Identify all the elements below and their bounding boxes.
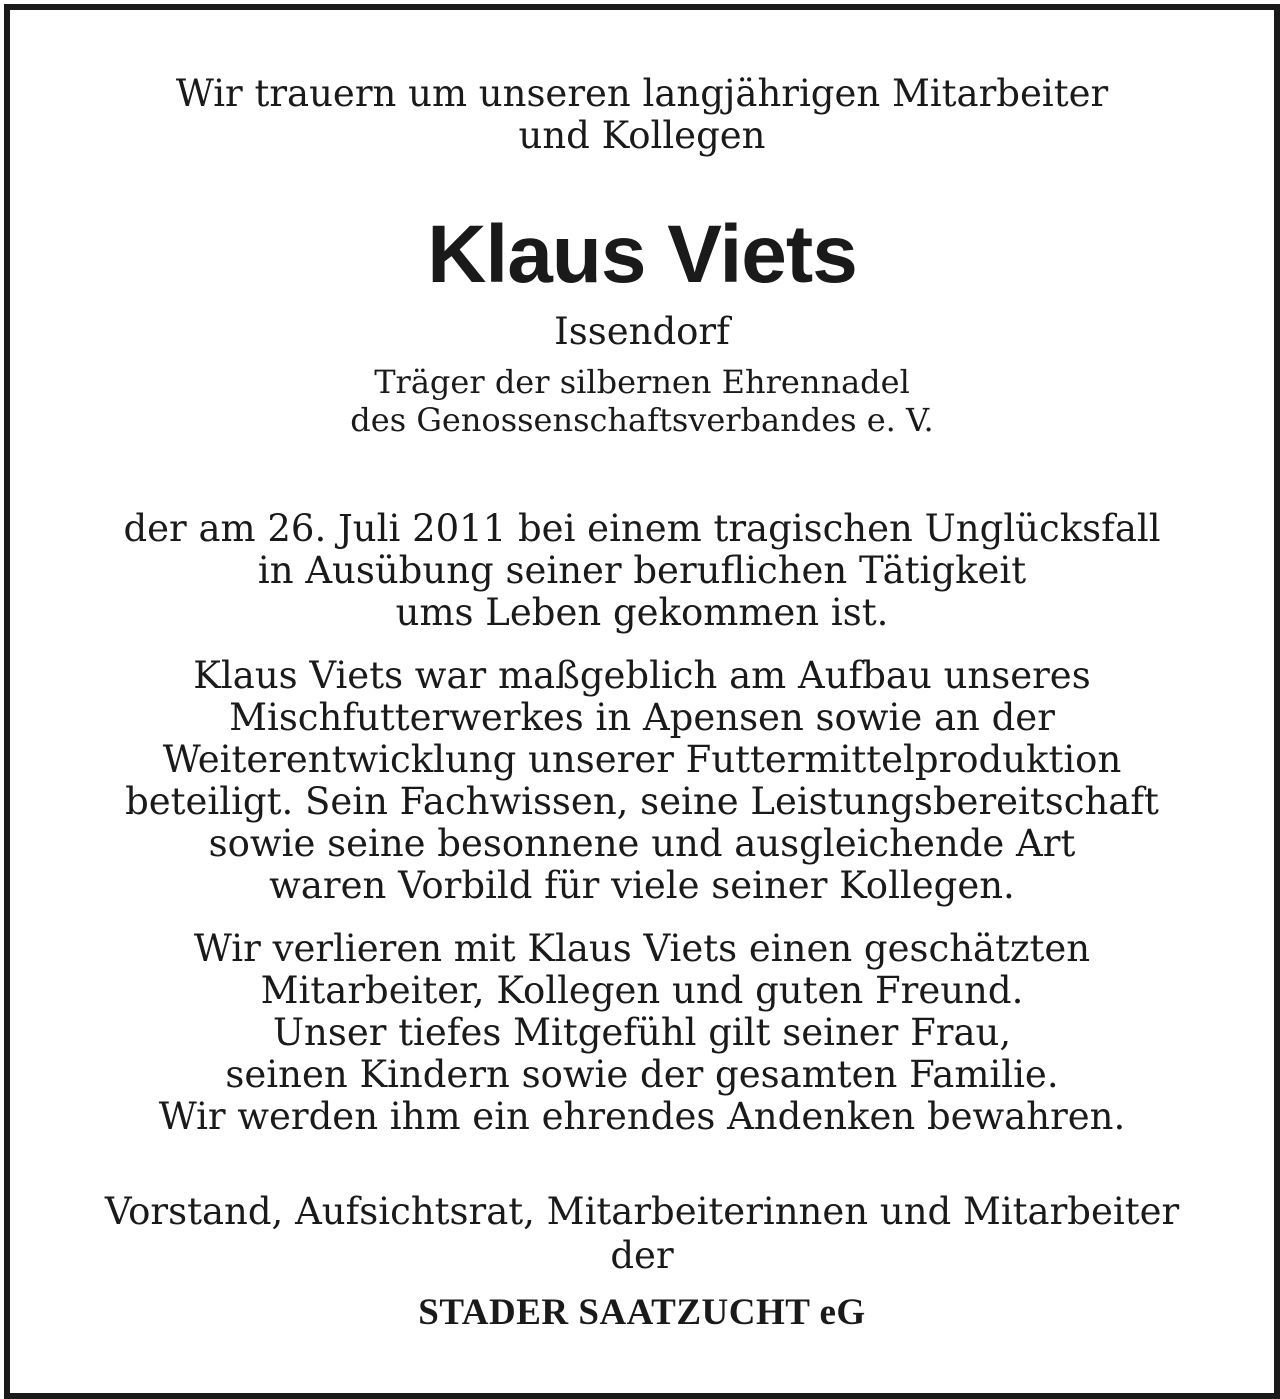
company-name: STADER SAATZUCHT eG	[418, 1292, 866, 1333]
paragraph-2-line: beteiligt. Sein Fachwissen, seine Leistungsbereitschaft	[125, 780, 1159, 823]
paragraph-3-line: Wir verlieren mit Klaus Viets einen geschätzten	[193, 927, 1091, 970]
paragraph-1-line: der am 26. Juli 2011 bei einem tragischen Unglücksfall	[123, 507, 1161, 550]
honor-line: des Genossenschaftsverbandes e. V.	[350, 401, 934, 439]
intro-line: und Kollegen	[518, 114, 766, 157]
paragraph-1-line: ums Leben gekommen ist.	[395, 591, 889, 634]
paragraph-2-line: Weiterentwicklung unserer Futtermittelproduktion	[162, 738, 1122, 781]
paragraph-2-line: sowie seine besonnene und ausgleichende Art	[208, 822, 1076, 865]
honor-line: Träger der silbernen Ehrennadel	[374, 363, 910, 401]
notice-frame	[4, 4, 1280, 1399]
paragraph-3-line: Mitarbeiter, Kollegen und guten Freund.	[260, 969, 1024, 1012]
intro-line: Wir trauern um unseren langjährigen Mitarbeiter	[175, 72, 1109, 115]
paragraph-2-line: waren Vorbild für viele seiner Kollegen.	[269, 864, 1015, 907]
paragraph-2-line: Klaus Viets war maßgeblich am Aufbau unseres	[193, 654, 1091, 697]
paragraph-3-line: seinen Kindern sowie der gesamten Familie.	[225, 1053, 1059, 1096]
hometown: Issendorf	[554, 310, 730, 353]
obituary-notice	[10, 10, 1274, 1393]
paragraph-2-line: Mischfutterwerkes in Apensen sowie an der	[229, 696, 1055, 739]
signature-line: Vorstand, Aufsichtsrat, Mitarbeiterinnen und Mitarbeiter	[104, 1190, 1180, 1233]
paragraph-3-line: Wir werden ihm ein ehrendes Andenken bewahren.	[158, 1095, 1126, 1138]
signature-line: der	[610, 1234, 674, 1277]
paragraph-3-line: Unser tiefes Mitgefühl gilt seiner Frau,	[272, 1011, 1012, 1054]
paragraph-1-line: in Ausübung seiner beruflichen Tätigkeit	[257, 549, 1027, 592]
deceased-name: Klaus Viets	[427, 209, 857, 300]
